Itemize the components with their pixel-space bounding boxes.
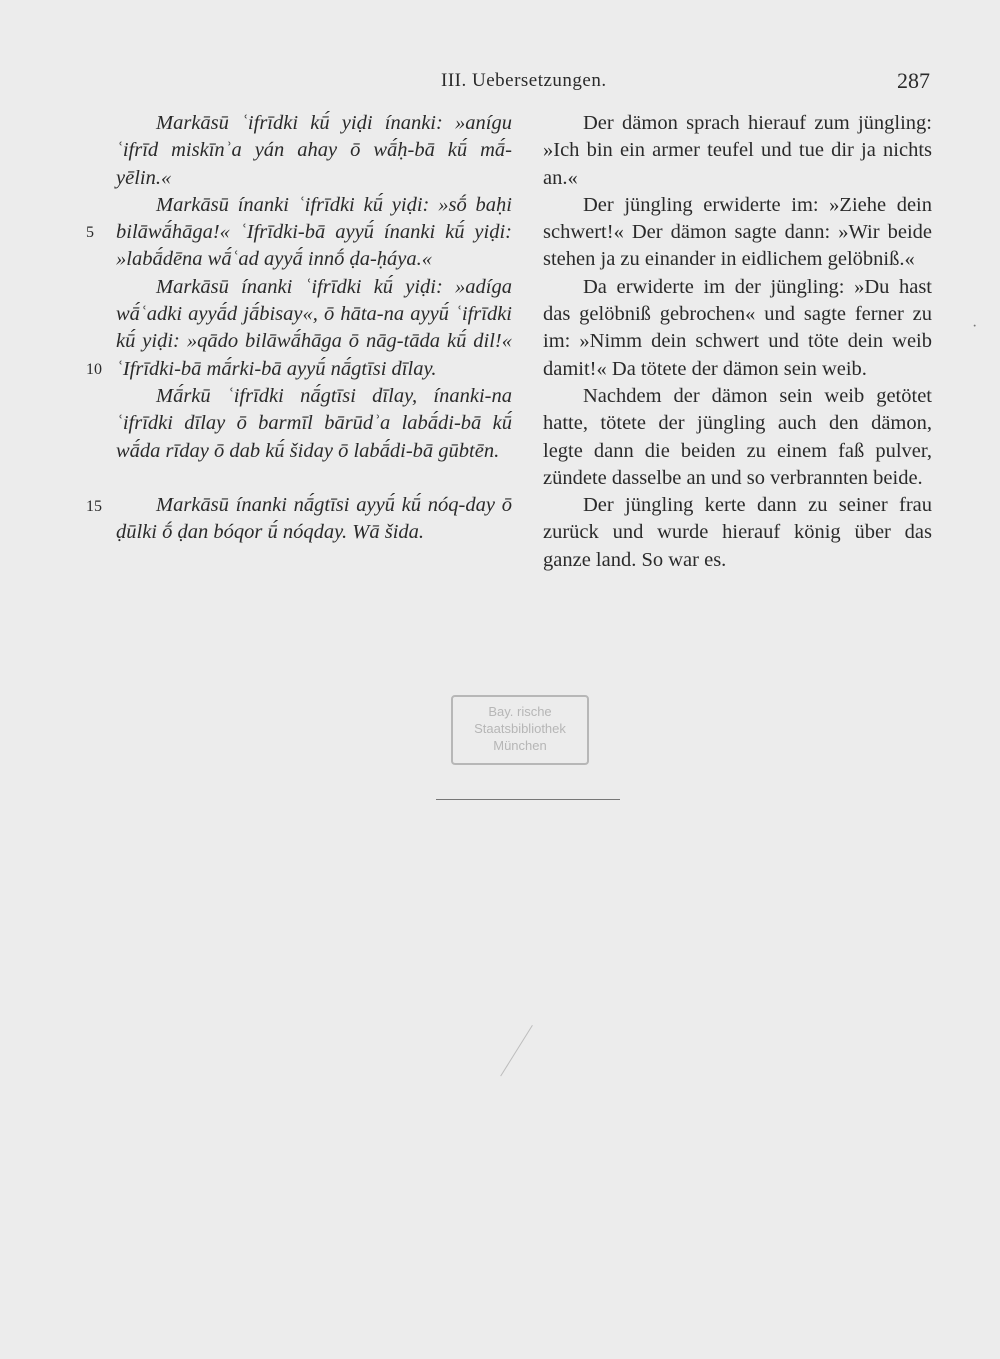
- german-paragraph: Da erwiderte im der jüngling: »Du hast das gelöbniß gebrochen« und sagte ferner zu im: »Nimm dein schwert und töte dein weib damit!« Da tötete der dämon sein weib.: [543, 275, 932, 380]
- somali-paragraph: Mā́rkū ʿifrīdki nā́gtīsi dīlay, ínanki-na ʿifrīdki dīlay ō barmīl bārūdʾa labā́di-bā kū́ wā́da rīday ō dab kū́ šiday ō labā́di-bā gūbtēn.: [116, 384, 512, 462]
- somali-text-column: [116, 110, 512, 546]
- german-translation-column: [543, 110, 932, 574]
- somali-paragraph: Markāsū ʿifrīdki kū́ yiḍi ínanki: »anígu ʿifrīd miskīnʾa yán ahay ō wā́ḥ-bā kū́ mā́-yēlin.«: [116, 112, 512, 189]
- page-number: 287: [897, 68, 930, 93]
- margin-dot: ·: [972, 318, 978, 335]
- line-number-5: 5: [86, 224, 94, 241]
- stamp-line: Bay. rische: [488, 704, 552, 719]
- section-title: III. Uebersetzungen.: [441, 70, 607, 91]
- german-paragraph: Der jüngling kerte dann zu seiner frau zurück und wurde hierauf könig über das ganze land. So war es.: [543, 494, 932, 571]
- german-paragraph: Nachdem der dämon sein weib getötet hatte, tötete der jüngling auch den dämon, legte dann die beiden zu einem faß pulver, zündete dasselbe an und so verbrannten beide.: [543, 384, 932, 489]
- running-header: [0, 70, 1000, 100]
- somali-paragraph: Markāsū ínanki nā́gtīsi ayyū́ kū́ nóq-day ō ḍūlki ṓ ḍan bóqor ū́ nóqday. Wā šida.: [116, 493, 512, 544]
- library-stamp: [451, 695, 589, 765]
- stamp-line: Staatsbibliothek: [474, 721, 566, 736]
- line-number-15: 15: [86, 498, 102, 515]
- stamp-line: München: [493, 738, 547, 753]
- somali-paragraph: Markāsū ínanki ʿifrīdki kū́ yiḍi: »sṓ baḥi bilāwā́hāga!« ʿIfrīdki-bā ayyū́ ínanki kū́ yiḍi: »labā́dēna wā́ʿad ayyā́ innṓ ḍa-ḥáya.«: [116, 193, 512, 271]
- german-paragraph: Der dämon sprach hierauf zum jüngling: »Ich bin ein armer teufel und tue dir ja nichts an.«: [543, 112, 932, 189]
- german-paragraph: Der jüngling erwiderte im: »Ziehe dein schwert!« Der dämon sagte dann: »Wir beide stehen ja zu einander in eidlichem gelöbniß.«: [543, 193, 932, 271]
- pencil-mark: [500, 1025, 533, 1077]
- line-number-10: 10: [86, 361, 102, 378]
- end-rule: [436, 799, 620, 800]
- somali-paragraph: Markāsū ínanki ʿifrīdki kū́ yiḍi: »adíga wā́ʿadki ayyā́d jā́bisay«, ō hāta-na ayyū́ ʿifrīdki kū́ yiḍi: »qādo bilāwā́hāga ō nāg-tāda kū́ dil!« ʿIfrīdki-bā mā́rki-bā ayyū́ nā́gtīsi dīlay.: [116, 275, 512, 380]
